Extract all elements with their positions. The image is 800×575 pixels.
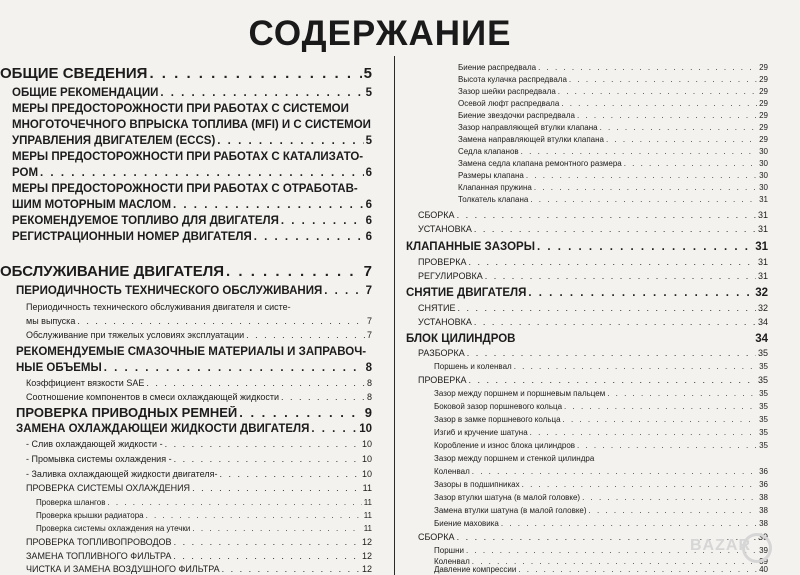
toc-entry[interactable]: Боковой зазор поршневого кольца . . . 35 (434, 403, 768, 412)
toc-entry[interactable]: Зазоры в подшипниках . . . 36 (434, 481, 768, 490)
toc-entry[interactable]: МЕРЫ ПРЕДОСТОРОЖНОСТИ ПРИ РАБОТАХ С СИСТЕМОЙ (12, 103, 349, 115)
toc-entry[interactable]: Высота кулачка распредвала . . . 29 (458, 76, 768, 85)
toc-entry[interactable]: НЫЕ ОБЪЕМЫ . . . 8 (16, 362, 372, 375)
toc-entry[interactable]: Биение распредвала . . . 29 (458, 64, 768, 73)
toc-entry[interactable]: Замена седла клапана ремонтного размера . . . 30 (458, 160, 768, 169)
toc-entry[interactable]: УПРАВЛЕНИЯ ДВИГАТЕЛЕМ (ECCS) . . . 5 (12, 135, 372, 148)
toc-entry[interactable]: Замена направляющей втулки клапана . . . 29 (458, 136, 768, 145)
toc-entry[interactable]: СНЯТИЕ ДВИГАТЕЛЯ . . . 32 (406, 287, 768, 300)
toc-entry[interactable]: ОБСЛУЖИВАНИЕ ДВИГАТЕЛЯ . . . 7 (0, 264, 372, 281)
toc-entry[interactable]: БЛОК ЦИЛИНДРОВ 34 (406, 333, 768, 345)
toc-entry[interactable]: Проверка шлангов . . . 11 (36, 499, 372, 508)
toc-entry[interactable]: РЕГИСТРАЦИОННЫЙ НОМЕР ДВИГАТЕЛЯ . . . 6 (12, 231, 372, 244)
toc-entry[interactable]: ОБЩИЕ РЕКОМЕНДАЦИИ . . . 5 (12, 87, 372, 100)
toc-entry[interactable]: - Промывка системы охлаждения - . . . 10 (26, 455, 372, 465)
toc-entry[interactable]: Замена втулки шатуна (в малой головке) . . . 38 (434, 507, 768, 516)
toc-entry[interactable]: МЕРЫ ПРЕДОСТОРОЖНОСТИ ПРИ РАБОТАХ С ОТРАБОТАВ- (12, 183, 358, 195)
toc-entry[interactable]: РЕКОМЕНДУЕМОЕ ТОПЛИВО ДЛЯ ДВИГАТЕЛЯ . . . 6 (12, 215, 372, 228)
watermark-logo-icon (742, 533, 772, 563)
toc-entry[interactable]: ПРОВЕРКА . . . 31 (418, 258, 768, 268)
toc-entry[interactable]: - Заливка охлаждающей жидкости двигателя- . . . 10 (26, 470, 372, 480)
toc-entry[interactable]: Периодичность технического обслуживания двигателя и систе- (26, 303, 291, 312)
toc-entry[interactable]: СБОРКА . . . 31 (418, 211, 768, 221)
toc-entry[interactable]: Давление компрессии . . . 40 (434, 566, 768, 575)
toc-entry[interactable]: Клапанная пружина . . . 30 (458, 184, 768, 193)
toc-entry[interactable]: Поршень и коленвал . . . 35 (434, 363, 768, 372)
toc-entry[interactable]: Биение маховика . . . 38 (434, 520, 768, 529)
toc-entry[interactable]: Коробление и износ блока цилиндров . . . 35 (434, 442, 768, 451)
toc-entry[interactable]: Зазор шейки распредвала . . . 29 (458, 88, 768, 97)
toc-entry[interactable]: ПРОВЕРКА . . . 35 (418, 376, 768, 386)
page-title: СОДЕРЖАНИЕ (248, 14, 512, 53)
toc-entry[interactable]: Зазор втулки шатуна (в малой головке) . . . 38 (434, 494, 768, 503)
toc-entry[interactable]: СБОРКА . . . 39 (418, 533, 768, 543)
toc-entry[interactable]: СНЯТИЕ . . . 32 (418, 304, 768, 314)
toc-entry[interactable]: Коленвал . . . 36 (434, 468, 768, 477)
column-divider (394, 56, 395, 575)
toc-entry[interactable]: Зазор между поршнем и стенкой цилиндра (434, 455, 595, 463)
toc-entry[interactable]: КЛАПАННЫЕ ЗАЗОРЫ . . . 31 (406, 241, 768, 254)
toc-entry[interactable]: ОБЩИЕ СВЕДЕНИЯ . . . 5 (0, 66, 372, 83)
toc-entry[interactable]: Проверка системы охлаждения на утечки . . . 11 (36, 525, 372, 534)
toc-entry[interactable]: ПРОВЕРКА ТОПЛИВОПРОВОДОВ . . . 12 (26, 538, 372, 548)
toc-entry[interactable]: УСТАНОВКА . . . 34 (418, 318, 768, 328)
toc-entry[interactable]: - Слив охлаждающей жидкости - . . . 10 (26, 440, 372, 450)
toc-entry[interactable]: ПРОВЕРКА СИСТЕМЫ ОХЛАЖДЕНИЯ . . . 11 (26, 484, 372, 494)
toc-entry[interactable]: МНОГОТОЧЕЧНОГО ВПРЫСКА ТОПЛИВА (MFI) И С СИСТЕМОЙ (12, 119, 371, 131)
toc-entry[interactable]: ПЕРИОДИЧНОСТЬ ТЕХНИЧЕСКОГО ОБСЛУЖИВАНИЯ . . . 7 (16, 285, 372, 298)
toc-entry[interactable]: Седла клапанов . . . 30 (458, 148, 768, 157)
toc-entry[interactable]: РЕГУЛИРОВКА . . . 31 (418, 272, 768, 282)
toc-entry[interactable]: Коэффициент вязкости SAE . . . 8 (26, 379, 372, 389)
toc-entry[interactable]: ШИМ МОТОРНЫМ МАСЛОМ . . . 6 (12, 199, 372, 212)
toc-entry[interactable]: ЗАМЕНА ТОПЛИВНОГО ФИЛЬТРА . . . 12 (26, 552, 372, 562)
toc-entry[interactable]: РАЗБОРКА . . . 35 (418, 349, 768, 359)
toc-entry[interactable]: Биение звездочки распредвала . . . 29 (458, 112, 768, 121)
toc-entry[interactable]: Изгиб и кручение шатуна . . . 35 (434, 429, 768, 438)
toc-entry[interactable]: Размеры клапана . . . 30 (458, 172, 768, 181)
toc-entry[interactable]: Зазор в замке поршневого кольца . . . 35 (434, 416, 768, 425)
toc-entry[interactable]: мы выпуска . . . 7 (26, 317, 372, 327)
toc-entry[interactable]: ПРОВЕРКА ПРИВОДНЫХ РЕМНЕЙ . . . 9 (16, 406, 372, 420)
toc-entry[interactable]: Проверка крышки радиатора . . . 11 (36, 512, 372, 521)
toc-entry[interactable]: Зазор между поршнем и поршневым пальцем . . . 35 (434, 390, 768, 399)
toc-entry[interactable]: Соотношение компонентов в смеси охлаждающей жидкости . . . 8 (26, 393, 372, 403)
toc-entry[interactable]: Коленвал . . . 39 (434, 558, 768, 567)
toc-entry[interactable]: РЕКОМЕНДУЕМЫЕ СМАЗОЧНЫЕ МАТЕРИАЛЫ И ЗАПРАВОЧ- (16, 346, 367, 358)
toc-entry[interactable]: Толкатель клапана . . . 31 (458, 196, 768, 205)
toc-entry[interactable]: РОМ . . . 6 (12, 167, 372, 180)
toc-entry[interactable]: Зазор направляющей втулки клапана . . . 29 (458, 124, 768, 133)
watermark-text: BAZAR (690, 537, 751, 554)
toc-entry[interactable]: ЗАМЕНА ОХЛАЖДАЮЩЕЙ ЖИДКОСТИ ДВИГАТЕЛЯ . . . 10 (16, 423, 372, 436)
toc-entry[interactable]: УСТАНОВКА . . . 31 (418, 225, 768, 235)
toc-entry[interactable]: Осевой люфт распредвала . . . 29 (458, 100, 768, 109)
toc-entry[interactable]: ЧИСТКА И ЗАМЕНА ВОЗДУШНОГО ФИЛЬТРА . . . 12 (26, 565, 372, 575)
toc-entry[interactable]: Поршни . . . 39 (434, 547, 768, 556)
toc-entry[interactable]: МЕРЫ ПРЕДОСТОРОЖНОСТИ ПРИ РАБОТАХ С КАТАЛИЗАТО- (12, 151, 364, 163)
toc-entry[interactable]: Обслуживание при тяжелых условиях эксплуатации . . . 7 (26, 331, 372, 341)
